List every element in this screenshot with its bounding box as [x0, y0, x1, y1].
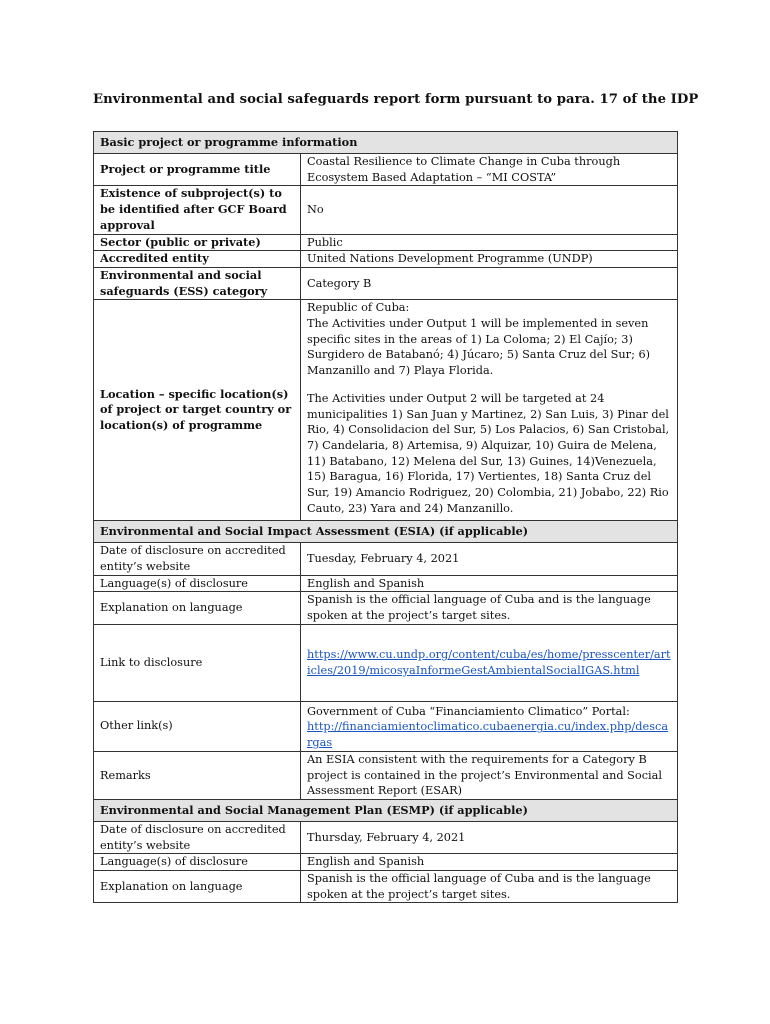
- esia-other-link[interactable]: http://financiamientoclimatico.cubaenergia.cu/index.php/descargas: [307, 720, 669, 750]
- section-header-basic: Basic project or programme information: [94, 132, 678, 154]
- section-header-esia: Environmental and Social Impact Assessment (ESIA) (if applicable): [94, 521, 678, 543]
- table-row: [94, 575, 678, 592]
- table-row: [94, 154, 678, 186]
- section-basic-row: [94, 132, 678, 154]
- table-row: [94, 186, 678, 234]
- esia-link-label: Link to disclosure: [94, 624, 301, 701]
- esmp-date-value: Thursday, February 4, 2021: [301, 821, 678, 853]
- esia-remarks-label: Remarks: [94, 751, 301, 799]
- table-row: [94, 701, 678, 751]
- sector-label: Sector (public or private): [94, 234, 301, 251]
- esia-language-value: English and Spanish: [301, 575, 678, 592]
- subproject-value: No: [301, 186, 678, 234]
- esmp-language-value: English and Spanish: [301, 854, 678, 871]
- esmp-date-label: Date of disclosure on accredited entity’s website: [94, 821, 301, 853]
- accredited-entity-label: Accredited entity: [94, 251, 301, 268]
- esia-remarks-value: An ESIA consistent with the requirements for a Category B project is contained in the project’s Environmental and Social Assessment Report (ESAR): [301, 751, 678, 799]
- sector-value: Public: [301, 234, 678, 251]
- esmp-explanation-value: Spanish is the official language of Cuba and is the language spoken at the project’s target sites.: [301, 871, 678, 903]
- table-row: [94, 251, 678, 268]
- section-esia-row: [94, 521, 678, 543]
- esia-explanation-label: Explanation on language: [94, 592, 301, 624]
- table-row: [94, 267, 678, 299]
- table-row: [94, 821, 678, 853]
- esia-language-label: Language(s) of disclosure: [94, 575, 301, 592]
- project-title-value: Coastal Resilience to Climate Change in Cuba through Ecosystem Based Adaptation – “MI COSTA”: [301, 154, 678, 186]
- location-value: [301, 300, 678, 521]
- ess-category-value: Category B: [301, 267, 678, 299]
- esmp-explanation-label: Explanation on language: [94, 871, 301, 903]
- section-esmp-row: [94, 799, 678, 821]
- accredited-entity-value: United Nations Development Programme (UNDP): [301, 251, 678, 268]
- table-row: [94, 751, 678, 799]
- esia-explanation-value: Spanish is the official language of Cuba and is the language spoken at the project’s target sites.: [301, 592, 678, 624]
- esia-date-value: Tuesday, February 4, 2021: [301, 543, 678, 575]
- esia-other-links-cell: [301, 701, 678, 751]
- esia-date-label: Date of disclosure on accredited entity’s website: [94, 543, 301, 575]
- esmp-language-label: Language(s) of disclosure: [94, 854, 301, 871]
- table-row: [94, 543, 678, 575]
- location-output2: The Activities under Output 2 will be targeted at 24 municipalities 1) San Juan y Martinez, 2) San Luis, 3) Pinar del Rio, 4) Consolidacion del Sur, 5) Los Palacios, 6) San Cristobal, 7) Candelaria, 8) Artemisa, 9) Alquizar, 10) Guira de Melena, 11) Batabano, 12) Melena del Sur, 13) Guines, 14)Venezuela, 15) Baragua, 16) Florida, 17) Vertientes, 18) Santa Cruz del Sur, 19) Amancio Rodriguez, 20) Colombia, 21) Jobabo, 22) Rio Cauto, 23) Yara and 24) Manzanillo.: [307, 391, 670, 515]
- esia-link-cell: [301, 624, 678, 701]
- location-output1: The Activities under Output 1 will be implemented in seven specific sites in the areas of 1) La Coloma; 2) El Cajío; 3) Surgidero de Batabanó; 4) Júcaro; 5) Santa Cruz del Sur; 6) Manzanillo and 7) Playa Florida.: [307, 317, 651, 378]
- esia-other-links-text: Government of Cuba “Financiamiento Climatico” Portal:: [307, 704, 630, 718]
- project-title-label: Project or programme title: [94, 154, 301, 186]
- table-row: [94, 871, 678, 903]
- table-row: [94, 624, 678, 701]
- section-header-esmp: Environmental and Social Management Plan (ESMP) (if applicable): [94, 799, 678, 821]
- table-row: [94, 592, 678, 624]
- location-label: Location – specific location(s) of project or target country or location(s) of programme: [94, 300, 301, 521]
- subproject-label: Existence of subproject(s) to be identified after GCF Board approval: [94, 186, 301, 234]
- safeguards-form-table: [93, 131, 678, 903]
- location-country: Republic of Cuba:: [307, 301, 410, 315]
- paragraph-gap: [307, 379, 671, 391]
- esia-other-links-label: Other link(s): [94, 701, 301, 751]
- esia-disclosure-link[interactable]: https://www.cu.undp.org/content/cuba/es/home/presscenter/articles/2019/micosyaInformeGestAmbientalSocialIGAS.html: [307, 648, 671, 677]
- table-row: [94, 854, 678, 871]
- table-row: [94, 300, 678, 521]
- ess-category-label: Environmental and social safeguards (ESS) category: [94, 267, 301, 299]
- page-title: Environmental and social safeguards report form pursuant to para. 17 of the IDP: [93, 92, 699, 107]
- table-row: [94, 234, 678, 251]
